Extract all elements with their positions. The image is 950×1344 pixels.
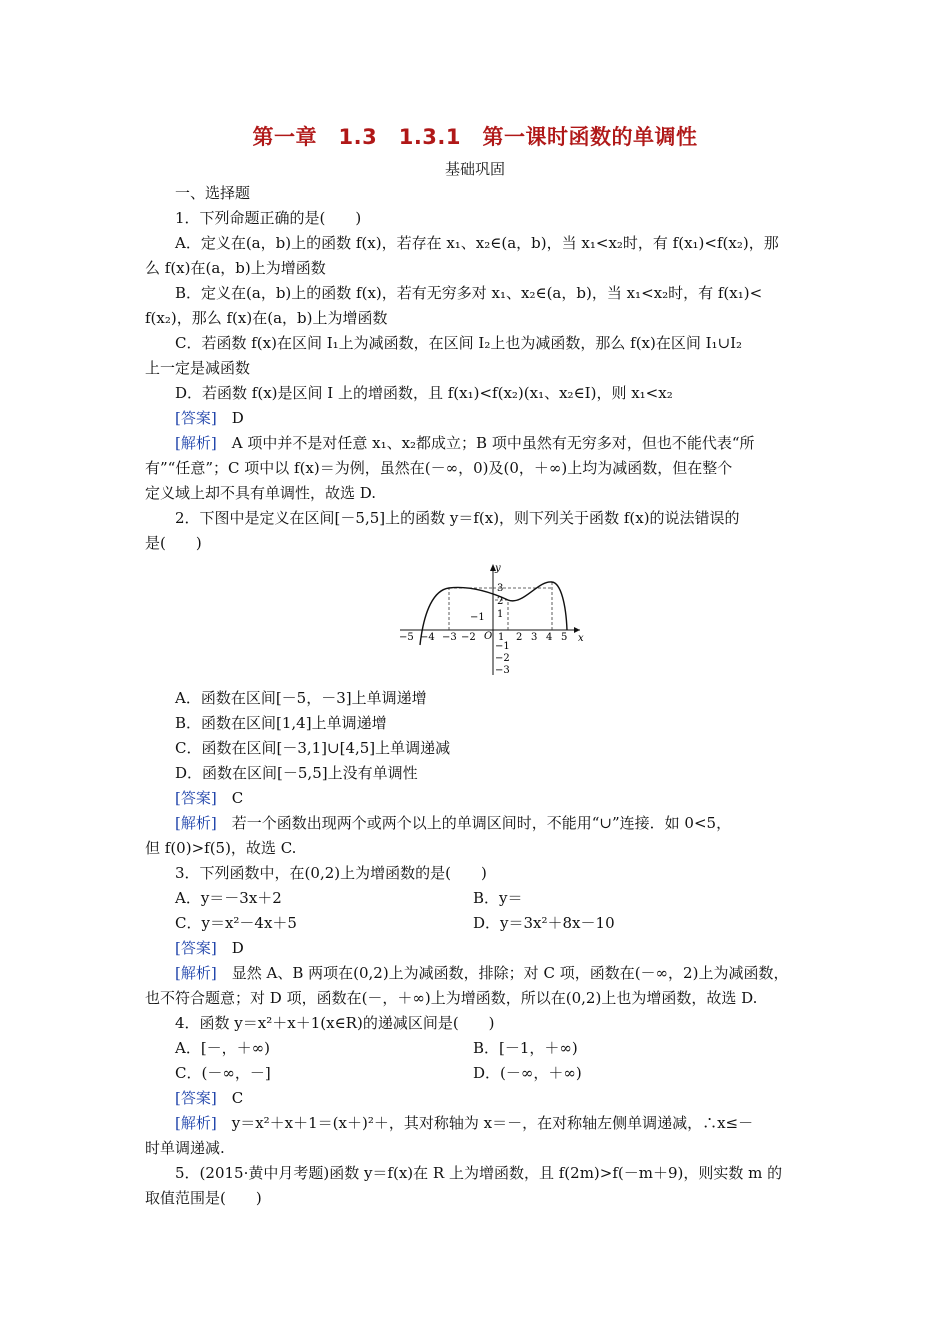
q1-answer-value: D bbox=[231, 409, 244, 427]
x-tick-label: −3 bbox=[442, 632, 457, 643]
explain-tag: [解析] bbox=[175, 814, 217, 832]
q1-answer bbox=[175, 408, 244, 428]
y-tick-label: −3 bbox=[495, 665, 510, 676]
x-tick-label: 4 bbox=[546, 632, 553, 643]
q1-explain bbox=[175, 433, 755, 453]
q2-explain-cont: 但 f(0)>f(5)，故选 C. bbox=[145, 839, 297, 857]
answer-tag: [答案] bbox=[175, 1089, 217, 1107]
q1-explain-cont2: 定义域上却不具有单调性，故选 D. bbox=[145, 484, 377, 502]
q3-stem: 3．下列函数中，在(0,2)上为增函数的是( ) bbox=[175, 864, 487, 882]
q2-answer-value: C bbox=[231, 789, 244, 807]
x-axis-label: x bbox=[578, 633, 584, 644]
q2-option-a: A．函数在区间[－5，－3]上单调递增 bbox=[175, 689, 427, 707]
y-tick-label: −2 bbox=[495, 653, 510, 664]
q3-option-c: C．y＝x²－4x＋5 bbox=[175, 914, 297, 932]
q4-answer bbox=[175, 1088, 243, 1108]
x-tick-label: −2 bbox=[461, 632, 476, 643]
q5-stem-cont: 取值范围是( ) bbox=[145, 1189, 262, 1207]
q2-answer bbox=[175, 788, 243, 808]
x-tick-label: 5 bbox=[561, 632, 568, 643]
q4-option-a: A．[－，＋∞) bbox=[175, 1039, 271, 1057]
section-heading: 一、选择题 bbox=[175, 184, 251, 202]
q1-option-b-cont: f(x₂)，那么 f(x)在(a，b)上为增函数 bbox=[145, 309, 388, 327]
origin-label: O bbox=[484, 631, 493, 642]
q4-explain-cont: 时单调递减. bbox=[145, 1139, 225, 1157]
q2-option-c: C．函数在区间[－3,1]∪[4,5]上单调递减 bbox=[175, 739, 451, 757]
q4-stem: 4．函数 y＝x²＋x＋1(x∈R)的递减区间是( ) bbox=[175, 1014, 495, 1032]
q3-answer bbox=[175, 938, 244, 958]
y-tick-label: 1 bbox=[497, 609, 504, 620]
answer-tag: [答案] bbox=[175, 939, 217, 957]
explain-tag: [解析] bbox=[175, 434, 217, 452]
y-tick-label: 3 bbox=[497, 583, 504, 594]
q4-explain bbox=[175, 1113, 753, 1133]
q1-explain-cont: 有”“任意”；C 项中以 f(x)＝为例，虽然在(－∞，0)及(0，＋∞)上均为减函数，但在整个 bbox=[145, 459, 733, 477]
q3-explain bbox=[175, 963, 788, 983]
q2-stem: 2．下图中是定义在区间[－5,5]上的函数 y＝f(x)，则下列关于函数 f(x)的说法错误的 bbox=[175, 509, 740, 527]
q3-option-b: B．y＝ bbox=[473, 889, 523, 907]
q4-option-d: D．(－∞，＋∞) bbox=[473, 1064, 582, 1082]
explain-tag: [解析] bbox=[175, 964, 217, 982]
q1-explain-text: A 项中并不是对任意 x₁、x₂都成立；B 项中虽然有无穷多对，但也不能代表“所 bbox=[231, 434, 755, 452]
q3-option-d: D．y＝3x²＋8x－10 bbox=[473, 914, 615, 932]
q4-explain-text: y＝x²＋x＋1＝(x＋)²＋，其对称轴为 x＝－，在对称轴左侧单调递减，∴x≤－ bbox=[231, 1114, 754, 1132]
x-tick-label: 1 bbox=[498, 632, 505, 643]
q3-option-a: A．y＝－3x＋2 bbox=[175, 889, 282, 907]
q3-answer-value: D bbox=[231, 939, 244, 957]
q4-option-b: B．[－1，＋∞) bbox=[473, 1039, 578, 1057]
q1-option-a: A．定义在(a，b)上的函数 f(x)，若存在 x₁、x₂∈(a，b)，当 x₁<x₂时，有 f(x₁)<f(x₂)，那 bbox=[175, 234, 779, 252]
explain-tag: [解析] bbox=[175, 1114, 217, 1132]
q2-option-d: D．函数在区间[－5,5]上没有单调性 bbox=[175, 764, 418, 782]
q5-stem: 5．(2015·黄中月考题)函数 y＝f(x)在 R 上为增函数，且 f(2m)>f(－m＋9)，则实数 m 的 bbox=[175, 1164, 783, 1182]
q2-explain bbox=[175, 813, 731, 833]
x-tick-label: −4 bbox=[420, 632, 435, 643]
q1-option-c-cont: 上一定是减函数 bbox=[145, 359, 251, 377]
x-tick-label: 2 bbox=[516, 632, 523, 643]
q3-explain-cont: 也不符合题意；对 D 项，函数在(－，＋∞)上为增函数，所以在(0,2)上也为增函数，故选 D. bbox=[145, 989, 758, 1007]
q2-explain-text: 若一个函数出现两个或两个以上的单调区间时，不能用“∪”连接．如 0<5， bbox=[231, 814, 732, 832]
q2-option-b: B．函数在区间[1,4]上单调递增 bbox=[175, 714, 387, 732]
q1-stem: 1．下列命题正确的是( ) bbox=[175, 209, 362, 227]
y-tick-label: 2 bbox=[497, 596, 504, 607]
q1-option-b: B．定义在(a，b)上的函数 f(x)，若有无穷多对 x₁、x₂∈(a，b)，当 x₁<x₂时，有 f(x₁)< bbox=[175, 284, 763, 302]
q4-answer-value: C bbox=[231, 1089, 244, 1107]
q1-option-a-cont: 么 f(x)在(a，b)上为增函数 bbox=[145, 259, 326, 277]
function-graph bbox=[398, 560, 588, 680]
answer-tag: [答案] bbox=[175, 409, 217, 427]
q1-option-d: D．若函数 f(x)是区间 I 上的增函数，且 f(x₁)<f(x₂)(x₁、x₂∈I)，则 x₁<x₂ bbox=[175, 384, 673, 402]
q2-stem-cont: 是( ) bbox=[145, 534, 202, 552]
page-title: 第一章 1.3 1.3.1 第一课时函数的单调性 bbox=[252, 125, 698, 149]
inner-label: −1 bbox=[470, 612, 485, 623]
answer-tag: [答案] bbox=[175, 789, 217, 807]
y-tick-label: −1 bbox=[495, 641, 510, 652]
q4-option-c: C．(－∞，－] bbox=[175, 1064, 271, 1082]
page-subtitle: 基础巩固 bbox=[444, 160, 505, 178]
x-tick-label: −5 bbox=[399, 632, 414, 643]
q1-option-c: C．若函数 f(x)在区间 I₁上为减函数，在区间 I₂上也为减函数，那么 f(x)在区间 I₁∪I₂ bbox=[175, 334, 743, 352]
q3-explain-text: 显然 A、B 两项在(0,2)上为减函数，排除；对 C 项，函数在(－∞，2)上为减函数， bbox=[231, 964, 789, 982]
x-tick-label: 3 bbox=[531, 632, 538, 643]
y-axis-label: y bbox=[495, 563, 501, 574]
